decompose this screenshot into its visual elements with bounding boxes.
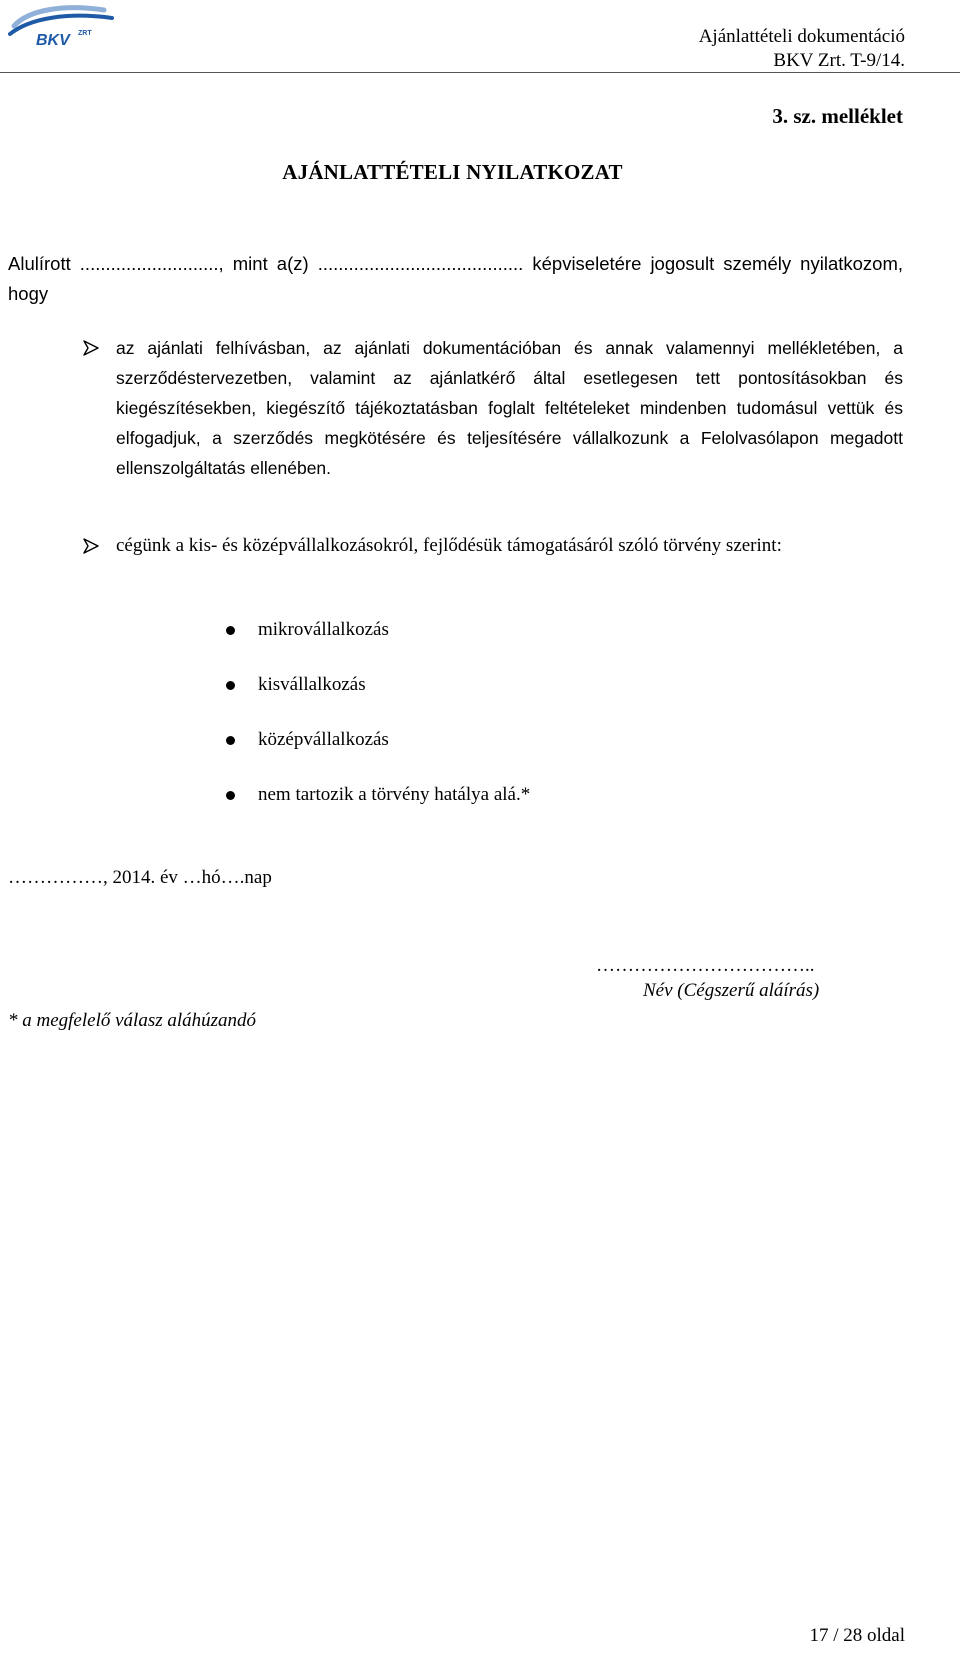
filled-dot-bullet-icon (226, 791, 235, 800)
bkv-logo-icon (8, 4, 118, 50)
signature-line: …………………………….. (596, 955, 815, 976)
option-small-enterprise[interactable]: kisvállalkozás (258, 674, 366, 695)
footnote: * a megfelelő válasz aláhúzandó (8, 1010, 257, 1031)
page-title: AJÁNLATTÉTELI NYILATKOZAT (282, 160, 623, 184)
statement-paragraph: az ajánlati felhívásban, az ajánlati dokumentációban és annak valamennyi mellékletében, a szerződéstervezetben, valamint az ajánlatkérő által esetlegesen tett pontosításokban és kiegészítésekben, kiegészítő tájékoztatásban foglalt feltételeket mindenben tudomásul vettük és elfogadjuk, a szerződés megkötésére és teljesítésére vállalkozunk a Felolvasólapon megadott ellenszolgáltatás ellenében. (116, 338, 903, 478)
annex-label: 3. sz. melléklet (772, 104, 903, 128)
option-micro-enterprise[interactable]: mikrovállalkozás (258, 619, 389, 640)
header-doc-ref: BKV Zrt. T-9/14. (773, 50, 905, 71)
filled-dot-bullet-icon (226, 626, 235, 635)
header-divider (0, 72, 960, 73)
arrowhead-bullet-icon (82, 537, 100, 555)
sme-statement-paragraph: cégünk a kis- és középvállalkozásokról, fejlődésük támogatásáról szóló törvény szerint: (116, 535, 782, 556)
date-line: ……………, 2014. év …hó….nap (8, 867, 272, 888)
option-not-applicable[interactable]: nem tartozik a törvény hatálya alá.* (258, 784, 531, 805)
filled-dot-bullet-icon (226, 681, 235, 690)
option-medium-enterprise[interactable]: középvállalkozás (258, 729, 389, 750)
filled-dot-bullet-icon (226, 736, 235, 745)
intro-paragraph: Alulírott ..........................., mint a(z) ........................................ képviseletére jogosult személy nyilatkozom, hogy (8, 253, 903, 304)
logo-text: BKV (36, 32, 70, 49)
arrowhead-bullet-icon (82, 339, 100, 357)
page-number: 17 / 28 oldal (809, 1625, 905, 1646)
signature-label: Név (Cégszerű aláírás) (643, 980, 820, 1001)
header-doc-title: Ajánlattételi dokumentáció (698, 26, 905, 47)
logo-suffix: ZRT (78, 30, 92, 37)
